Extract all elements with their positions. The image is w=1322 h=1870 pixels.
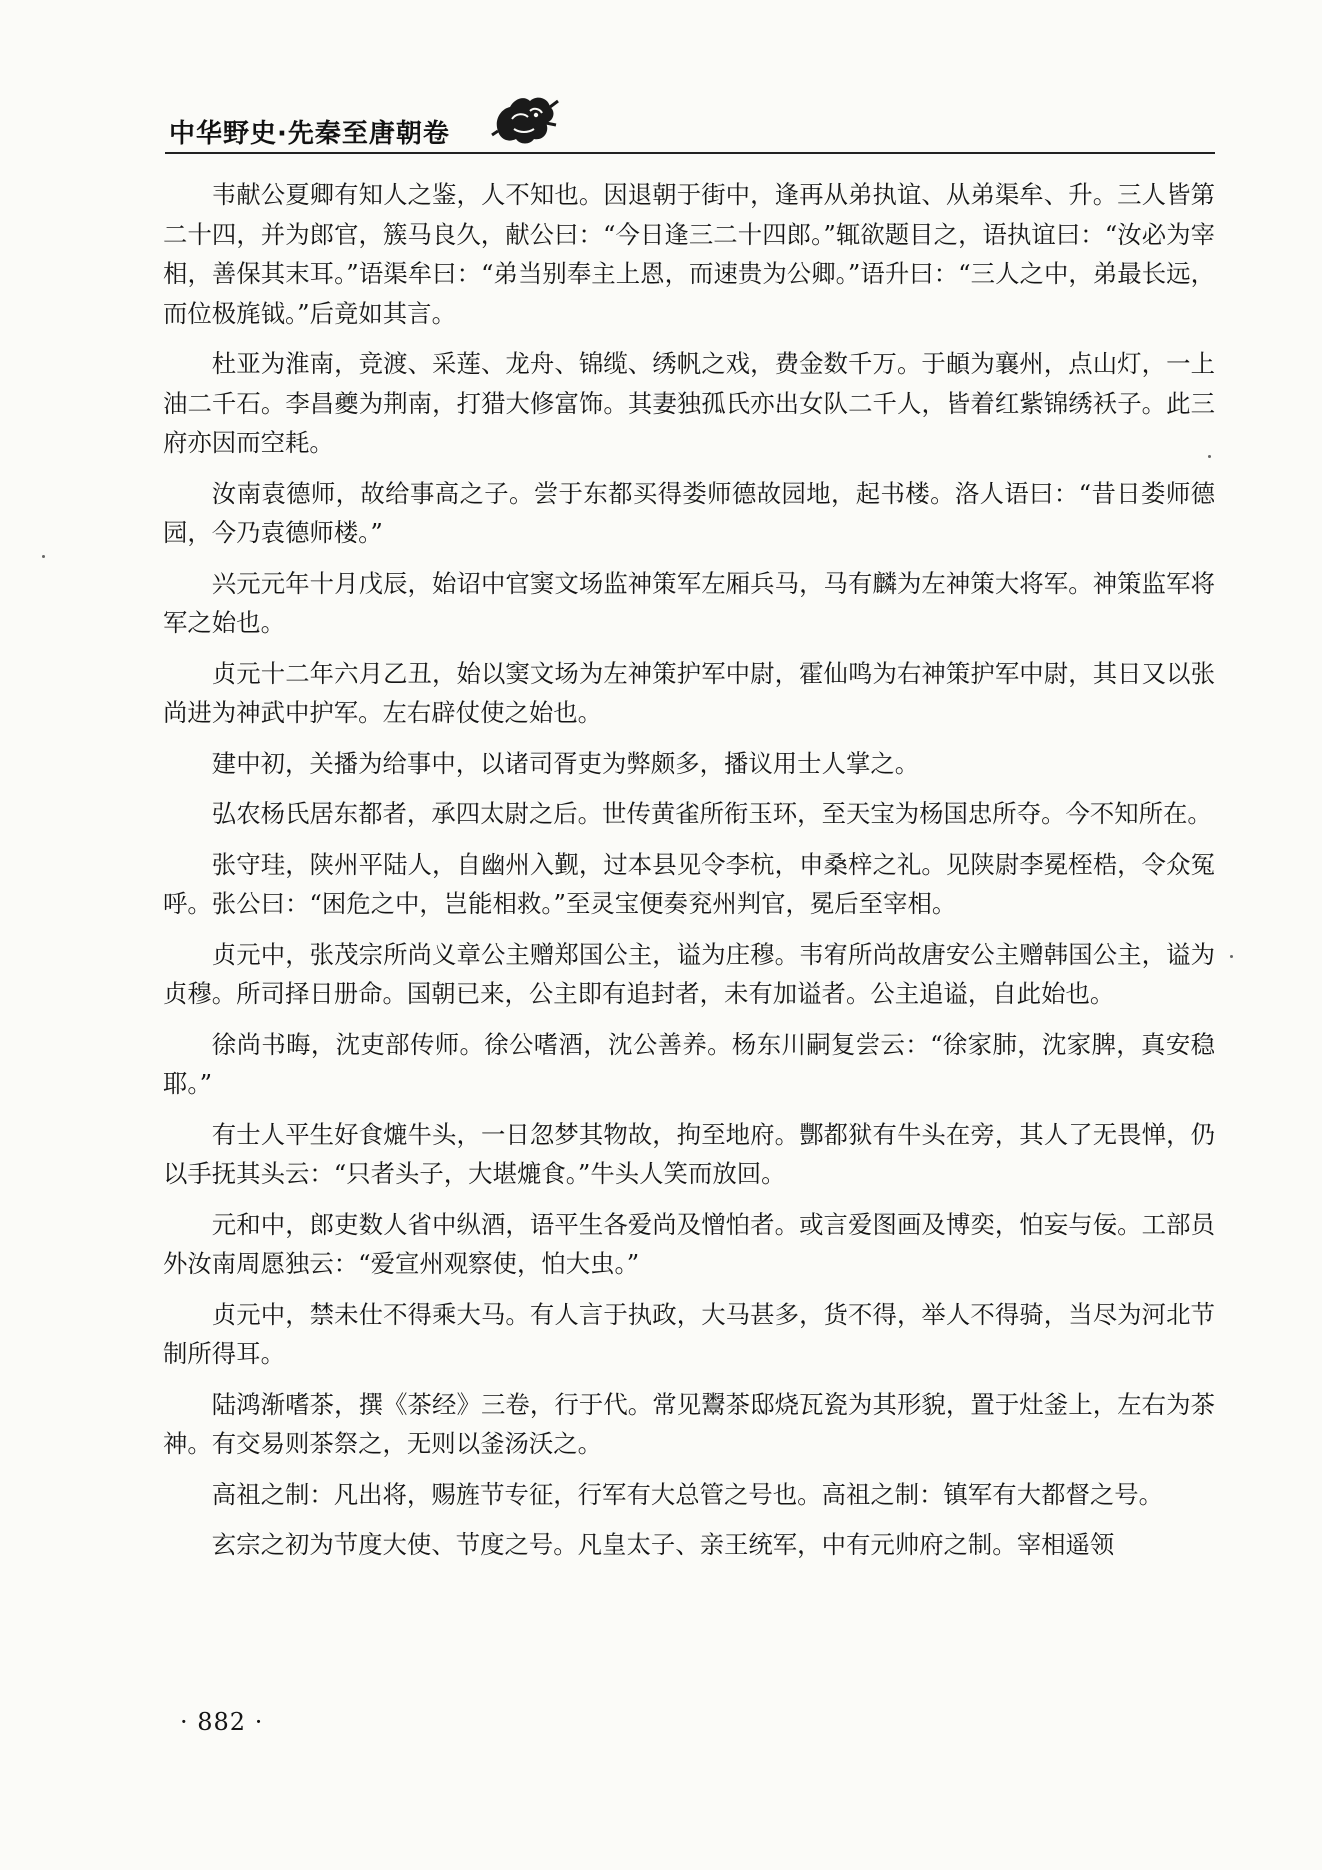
paragraph: 兴元元年十月戊辰，始诏中官窦文场监神策军左厢兵马，马有麟为左神策大将军。神策监军将军之始也。 [163, 568, 1215, 637]
paragraph: 汝南袁德师，故给事高之子。尝于东都买得娄师德故园地，起书楼。洛人语曰：“昔日娄师德园，今乃袁德师楼。” [163, 478, 1215, 547]
paragraph: 有士人平生好食熝牛头，一日忽梦其物故，拘至地府。酆都狱有牛头在旁，其人了无畏惮，仍以手抚其头云：“只者头子，大堪熝食。”牛头人笑而放回。 [163, 1119, 1215, 1188]
scan-speck [1230, 955, 1233, 958]
paragraph: 贞元中，禁未仕不得乘大马。有人言于执政，大马甚多，货不得，举人不得骑，当尽为河北节制所得耳。 [163, 1299, 1215, 1368]
paragraph: 元和中，郎吏数人省中纵酒，语平生各爱尚及憎怕者。或言爱图画及博奕，怕妄与佞。工部员外汝南周愿独云：“爱宣州观察使，怕大虫。” [163, 1209, 1215, 1278]
paragraph: 贞元十二年六月乙丑，始以窦文场为左神策护军中尉，霍仙鸣为右神策护军中尉，其日又以张尚进为神武中护军。左右辟仗使之始也。 [163, 658, 1215, 727]
paragraph: 高祖之制：凡出将，赐旌节专征，行军有大总管之号也。高祖之制：镇军有大都督之号。 [211, 1479, 1164, 1509]
paragraph: 建中初，关播为给事中，以诸司胥吏为弊颇多，播议用士人掌之。 [211, 748, 920, 778]
paragraph: 韦献公夏卿有知人之鉴，人不知也。因退朝于街中，逢再从弟执谊、从弟渠牟、升。三人皆第二十四，并为郎官，簇马良久，献公曰：“今日逢三二十四郎。”辄欲题目之，语执谊曰：“汝必为宰相，善保其末耳。”语渠牟曰：“弟当别奉主上恩，而速贵为公卿。”语升曰：“三人之中，弟最长远，而位极旄钺。”后竟如其言。 [163, 180, 1215, 328]
header-rule [165, 152, 1215, 154]
paragraph: 陆鸿渐嗜茶，撰《茶经》三卷，行于代。常见鬻茶邸烧瓦瓷为其形貌，置于灶釜上，左右为茶神。有交易则茶祭之，无则以釜汤沃之。 [163, 1389, 1215, 1458]
paragraph: 张守珪，陕州平陆人，自幽州入觐，过本县见令李杭，申桑梓之礼。见陕尉李冕桎梏，令众冤呼。张公曰：“困危之中，岂能相救。”至灵宝便奏兖州判官，冕后至宰相。 [163, 849, 1215, 918]
scan-speck [1208, 455, 1211, 458]
paragraph: 弘农杨氏居东都者，承四太尉之后。世传黄雀所衔玉环，至天宝为杨国忠所夺。今不知所在。 [211, 799, 1212, 828]
paragraph: 玄宗之初为节度大使、节度之号。凡皇太子、亲王统军，中有元帅府之制。宰相遥领 [211, 1530, 1115, 1559]
scan-speck [42, 555, 45, 558]
dragon-emblem-icon [490, 91, 560, 149]
page-number: · 882 · [180, 1708, 264, 1736]
running-title: 中华野史·先秦至唐朝卷 [169, 119, 450, 149]
page-header [165, 86, 1215, 156]
paragraph: 贞元中，张茂宗所尚义章公主赠郑国公主，谥为庄穆。韦宥所尚故唐安公主赠韩国公主，谥为贞穆。所司择日册命。国朝已来，公主即有追封者，未有加谥者。公主追谥，自此始也。 [163, 939, 1215, 1008]
main-text [163, 175, 1215, 1576]
paragraph: 杜亚为淮南，竞渡、采莲、龙舟、锦缆、绣帆之戏，费金数千万。于頔为襄州，点山灯，一上油二千石。李昌夔为荆南，打猎大修富饰。其妻独孤氏亦出女队二千人，皆着红紫锦绣袄子。此三府亦因而空耗。 [163, 349, 1215, 457]
paragraph: 徐尚书晦，沈吏部传师。徐公嗜酒，沈公善养。杨东川嗣复尝云：“徐家肺，沈家脾，真安稳耶。” [163, 1029, 1215, 1098]
